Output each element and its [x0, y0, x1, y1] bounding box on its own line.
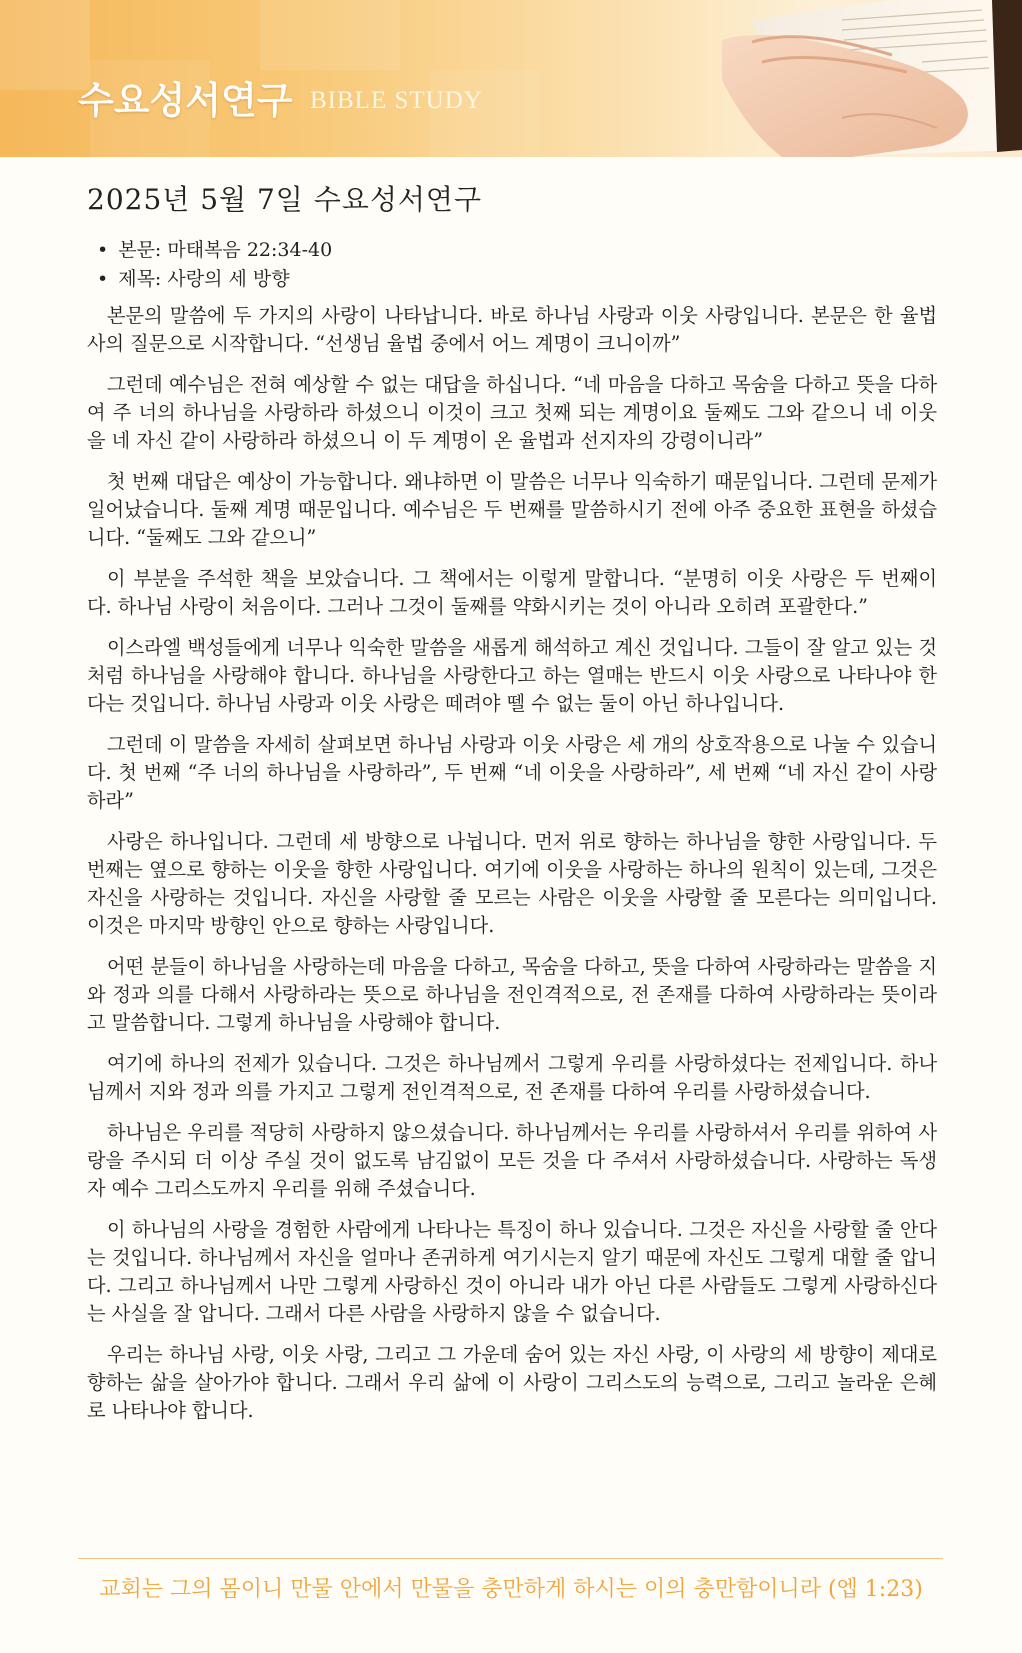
paragraph: 여기에 하나의 전제가 있습니다. 그것은 하나님께서 그렇게 우리를 사랑하셨다는 전제입니다. 하나님께서 지와 정과 의를 가지고 그렇게 전인격적으로, 전 존재를 다하여 우리를 사랑하셨습니다.	[87, 1052, 937, 1103]
paragraph: 우리는 하나님 사랑, 이웃 사랑, 그리고 그 가운데 숨어 있는 자신 사랑, 이 사랑의 세 방향이 제대로 향하는 삶을 살아가야 합니다. 그래서 우리 삶에 이 사랑이 그리스도의 능력으로, 그리고 놀라운 은혜로 나타나야 합니다.	[87, 1343, 937, 1422]
paragraph: 첫 번째 대답은 예상이 가능합니다. 왜냐하면 이 말씀은 너무나 익숙하기 때문입니다. 그런데 문제가 일어났습니다. 둘째 계명 때문입니다. 예수님은 두 번째를 말씀하시기 전에 아주 중요한 표현을 하셨습니다. “둘째도 그와 같으니”	[87, 470, 937, 549]
bible-hand-icon	[692, 0, 1022, 157]
paragraph: 그런데 예수님은 전혀 예상할 수 없는 대답을 하십니다. “네 마음을 다하고 목숨을 다하고 뜻을 다하여 주 너의 하나님을 사랑하라 하셨으니 이것이 크고 첫째 되는 계명이요 둘째도 그와 같으니 네 이웃을 네 자신 같이 사랑하라 하셨으니 이 두 계명이 온 율법과 선지자의 강령이니라”	[87, 373, 937, 452]
paragraph: 어떤 분들이 하나님을 사랑하는데 마음을 다하고, 목숨을 다하고, 뜻을 다하여 사랑하라는 말씀을 지와 정과 의를 다해서 사랑하라는 뜻으로 하나님을 전인격적으로, 전 존재를 다하여 사랑하라는 뜻이라고 말씀합니다. 그렇게 하나님을 사랑해야 합니다.	[87, 955, 937, 1034]
paragraph: 이 부분을 주석한 책을 보았습니다. 그 책에서는 이렇게 말합니다. “분명히 이웃 사랑은 두 번째이다. 하나님 사랑이 처음이다. 그러나 그것이 둘째를 약화시키는 것이 아니라 오히려 포괄한다.”	[87, 567, 937, 618]
meta-scripture: • 본문: 마태복음 22:34-40	[97, 236, 937, 265]
page-header	[0, 0, 1022, 157]
paragraph: 이스라엘 백성들에게 너무나 익숙한 말씀을 새롭게 해석하고 계신 것입니다. 그들이 잘 알고 있는 것처럼 하나님을 사랑해야 합니다. 하나님을 사랑한다고 하는 열매는 반드시 이웃 사랑으로 나타나야 한다는 것입니다. 하나님 사랑과 이웃 사랑은 떼려야 뗄 수 없는 둘이 아닌 하나입니다.	[87, 636, 937, 715]
paragraph: 그런데 이 말씀을 자세히 살펴보면 하나님 사랑과 이웃 사랑은 세 개의 상호작용으로 나눌 수 있습니다. 첫 번째 “주 너의 하나님을 사랑하라”, 두 번째 “네 이웃을 사랑하라”, 세 번째 “네 자신 같이 사랑하라”	[87, 733, 937, 812]
paragraph: 사랑은 하나입니다. 그런데 세 방향으로 나뉩니다. 먼저 위로 향하는 하나님을 향한 사랑입니다. 두 번째는 옆으로 향하는 이웃을 향한 사랑입니다. 여기에 이웃을 사랑하는 하나의 원칙이 있는데, 그것은 자신을 사랑하는 것입니다. 자신을 사랑할 줄 모르는 사람은 이웃을 사랑할 줄 모른다는 의미입니다. 이것은 마지막 방향인 안으로 향하는 사랑입니다.	[87, 830, 937, 937]
header-decor-tile	[260, 0, 400, 70]
header-decor-tile	[0, 0, 90, 90]
document-body	[87, 178, 937, 1438]
paragraph: 하나님은 우리를 적당히 사랑하지 않으셨습니다. 하나님께서는 우리를 사랑하셔서 우리를 위하여 사랑을 주시되 더 이상 주실 것이 없도록 남김없이 모든 것을 다 주셔서 사랑하셨습니다. 사랑하는 독생자 예수 그리스도까지 우리를 위해 주셨습니다.	[87, 1121, 937, 1200]
paragraph: 본문의 말씀에 두 가지의 사랑이 나타납니다. 바로 하나님 사랑과 이웃 사랑입니다. 본문은 한 율법사의 질문으로 시작합니다. “선생님 율법 중에서 어느 계명이 크니이까”	[87, 304, 937, 355]
header-title: 수요성서연구	[78, 79, 293, 122]
paragraph: 이 하나님의 사랑을 경험한 사람에게 나타나는 특징이 하나 있습니다. 그것은 자신을 사랑할 줄 안다는 것입니다. 하나님께서 자신을 얼마나 존귀하게 여기시는지 알기 때문에 자신도 그렇게 대할 줄 압니다. 그리고 하나님께서 나만 그렇게 사랑하신 것이 아니라 내가 아닌 다른 사람들도 그렇게 사랑하신다는 사실을 잘 압니다. 그래서 다른 사람을 사랑하지 않을 수 없습니다.	[87, 1218, 937, 1325]
document-title: 2025년 5월 7일 수요성서연구	[87, 183, 483, 216]
meta-sermon-title: • 제목: 사랑의 세 방향	[97, 265, 937, 294]
header-subtitle: BIBLE STUDY	[310, 87, 483, 114]
footer-verse: 교회는 그의 몸이니 만물 안에서 만물을 충만하게 하시는 이의 충만함이니라 (엡 1:23)	[99, 1577, 923, 1602]
meta-list	[87, 236, 937, 294]
footer-divider	[78, 1558, 943, 1559]
